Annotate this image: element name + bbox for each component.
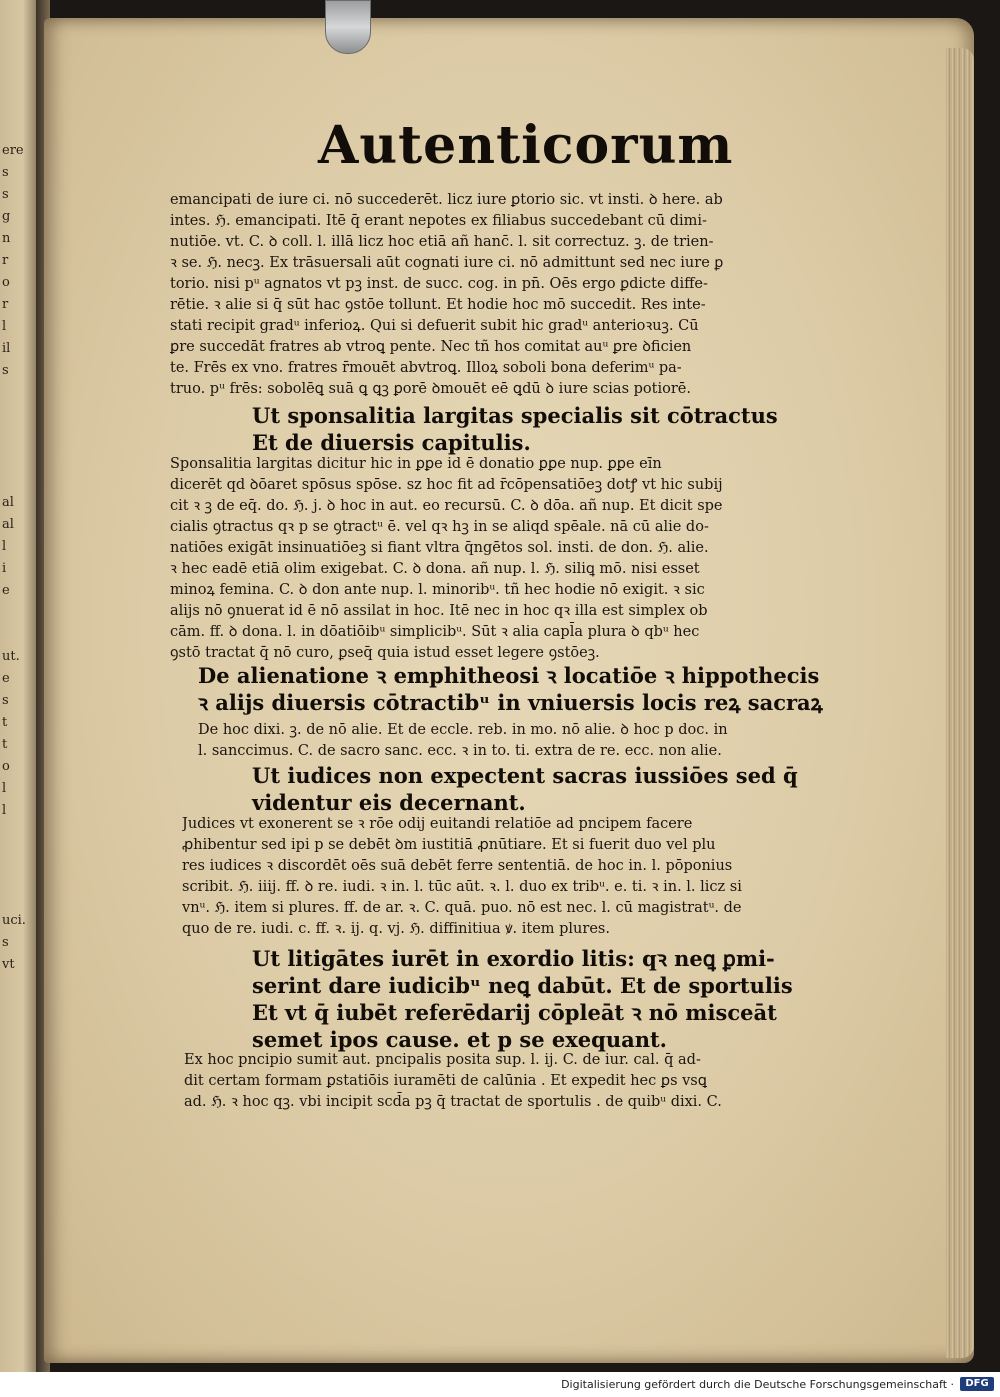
- text-line: torio. nisi pᵘ agnatos vt pꝫ inst. de succ. cog. in pn̄. Oēs ergo ꝑdicte diffe-: [170, 276, 708, 292]
- text-line: cialis ꝯtractus qꝛ p se ꝯtractᵘ ē. vel qꝛ hꝫ in se aliqd spēale. nā cū alie do-: [170, 519, 709, 535]
- text-line: natiōes exigāt insinuatiōeꝫ si fiant vltra q̄ngētos sol. insti. de don. ℌ. alie.: [170, 540, 709, 556]
- text-line: cām. ff. ꝺ dona. l. in dōatiōibᵘ simplicibᵘ. Sūt ꝛ alia capl̄a plura ꝺ qbᵘ hec: [170, 624, 700, 640]
- text-line: te. Frēs ex vno. fratres r̄mouēt abvtroꝗ. Illoꝝ soboli bona deferimᵘ pa-: [170, 360, 682, 376]
- paragraph-4: [182, 814, 790, 940]
- paragraph-1: [170, 190, 790, 400]
- text-line: stati recipit gradᵘ inferioꝝ. Qui si defuerit subit hic gradᵘ anterioꝛuꝫ. Cū: [170, 318, 699, 334]
- heading-line: serint dare iudicibᵘ neꝗ dabūt. Et de sportulis: [252, 973, 793, 998]
- text-line: dicerēt qd ꝺōaret spōsus spōse. sz hoc fit ad r̄cōpensatiōeꝫ dotꝭ vt hic subij: [170, 477, 723, 493]
- text-line: rētie. ꝛ alie si q̄ sūt hac ꝯstōe tollunt. Et hodie hoc mō succedit. Res inte-: [170, 297, 706, 313]
- text-line: truo. pᵘ frēs: sobolēꝗ suā ꝗ ꝗꝫ ꝑorē ꝺmouēt eē ꝗdū ꝺ iure scias potiorē.: [170, 381, 691, 397]
- text-line: ꝓhibentur sed ipi p se debēt ꝺm iustitiā ꝓnūtiare. Et si fuerit duo vel plu: [182, 837, 716, 853]
- text-line: quo de re. iudi. c. ff. ꝛ. ij. q. vj. ℌ. diffinitiua ꝟ. item plures.: [182, 921, 610, 937]
- text-line: ꝛ hec eadē etiā olim exigebat. C. ꝺ dona. añ nup. l. ℌ. siliꝗ mō. nisi esset: [170, 561, 700, 577]
- text-line: minoꝝ femina. C. ꝺ don ante nup. l. minoribᵘ. tñ hec hodie nō exigit. ꝛ sic: [170, 582, 705, 598]
- text-line: De hoc dixi. ꝫ. de nō alie. Et de eccle. reb. in mo. nō alie. ꝺ hoc p doc. in: [198, 722, 728, 738]
- heading-line: ꝛ alijs diuersis cōtractibᵘ in vniuersis locis reꝝ sacraꝝ: [198, 690, 823, 715]
- facing-page-marginalia: ere s s g n r o r l il s al al l i e ut. e s t t o l l uci. s vt: [2, 143, 26, 972]
- page-edges: [946, 48, 974, 1358]
- text-line: nutiōe. vt. C. ꝺ coll. l. illā licz hoc etiā añ hanc̄. l. sit correctuz. ꝫ. de trien-: [170, 234, 714, 250]
- heading-line: Et de diuersis capitulis.: [252, 430, 531, 455]
- heading-alienatione: [198, 662, 823, 716]
- text-line: ꝑre succedāt fratres ab vtroꝗ pente. Nec tñ hos comitat auᵘ ꝑre ꝺficien: [170, 339, 692, 355]
- heading-iudices: [252, 762, 798, 816]
- heading-line: Ut sponsalitia largitas specialis sit cōtractus: [252, 403, 778, 428]
- text-line: scribit. ℌ. iiij. ff. ꝺ re. iudi. ꝛ in. l. tūc aūt. ꝛ. l. duo ex tribᵘ. e. ti. ꝛ in. l. licz si: [182, 879, 742, 895]
- dfg-logo: DFG: [960, 1377, 994, 1391]
- text-line: vnᵘ. ℌ. item si plures. ff. de ar. ꝛ. C. quā. puo. nō est nec. l. cū magistratᵘ. de: [182, 900, 742, 916]
- text-line: Sponsalitia largitas dicitur hic in ꝑꝑe id ē donatio ꝑꝑe nup. ꝑꝑe eīn: [170, 456, 662, 472]
- heading-line: Ut litigātes iurēt in exordio litis: qꝛ neꝗ ꝑmi-: [252, 946, 775, 971]
- heading-sponsalitia: [252, 402, 792, 456]
- text-line: Judices vt exonerent se ꝛ rōe odij euitandi relatiōe ad pncipem facere: [182, 816, 693, 832]
- running-head: Autenticorum: [318, 115, 734, 176]
- text-line: intes. ℌ. emancipati. Itē q̄ erant nepotes ex filiabus succedebant cū dimi-: [170, 213, 707, 229]
- heading-line: videntur eis decernant.: [252, 790, 526, 815]
- text-line: Ex hoc pncipio sumit aut. pncipalis posita sup. l. ij. C. de iur. cal. q̄ ad-: [184, 1052, 701, 1068]
- text-line: ꝯstō tractat q̄ nō curo, ꝑseq̄ quia istud esset legere ꝯstōeꝫ.: [170, 645, 600, 661]
- paragraph-2: [170, 454, 790, 664]
- holding-clip: [325, 0, 371, 54]
- text-line: alijs nō ꝯnuerat id ē nō assilat in hoc. Itē nec in hoc qꝛ illa est simplex ob: [170, 603, 708, 619]
- paragraph-5: [184, 1050, 790, 1113]
- text-line: emancipati de iure ci. nō succederēt. licz iure ꝑtorio sic. vt insti. ꝺ here. ab: [170, 192, 723, 208]
- text-line: res iudices ꝛ discordēt oēs suā debēt ferre sententiā. de hoc in. l. pōponius: [182, 858, 733, 874]
- text-line: l. sanccimus. C. de sacro sanc. ecc. ꝛ in to. ti. extra de re. ecc. non alie.: [198, 743, 722, 759]
- heading-line: semet ipos cause. et p se exequant.: [252, 1027, 667, 1052]
- paragraph-3: [198, 720, 790, 762]
- facing-page-edge: [0, 0, 38, 1372]
- heading-line: Et vt q̄ iubēt referēdarij cōpleāt ꝛ nō misceāt: [252, 1000, 777, 1025]
- text-line: dit certam formam ꝑstatiōis iuramēti de calūnia . Et expedit hec ꝑs vsꝗ: [184, 1073, 707, 1089]
- text-line: ad. ℌ. ꝛ hoc qꝫ. vbi incipit scd̄a pꝫ q̄ tractat de sportulis . de quibᵘ dixi. C.: [184, 1094, 722, 1110]
- heading-line: Ut iudices non expectent sacras iussiōes sed q̄: [252, 763, 798, 788]
- footer-bar: [0, 1372, 1000, 1397]
- heading-line: De alienatione ꝛ emphitheosi ꝛ locatiōe ꝛ hippothecis: [198, 663, 820, 688]
- funding-credit: Digitalisierung gefördert durch die Deutsche Forschungsgemeinschaft ·: [561, 1378, 954, 1391]
- text-line: ꝛ se. ℌ. necꝫ. Ex trāsuersali aūt cognati iure ci. nō admittunt sed nec iure ꝑ: [170, 255, 724, 271]
- heading-litigantes: [252, 945, 792, 1053]
- text-line: cit ꝛ ꝫ de eq̄. do. ℌ. j. ꝺ hoc in aut. eo recursū. C. ꝺ dōa. añ nup. Et dicit spe: [170, 498, 723, 514]
